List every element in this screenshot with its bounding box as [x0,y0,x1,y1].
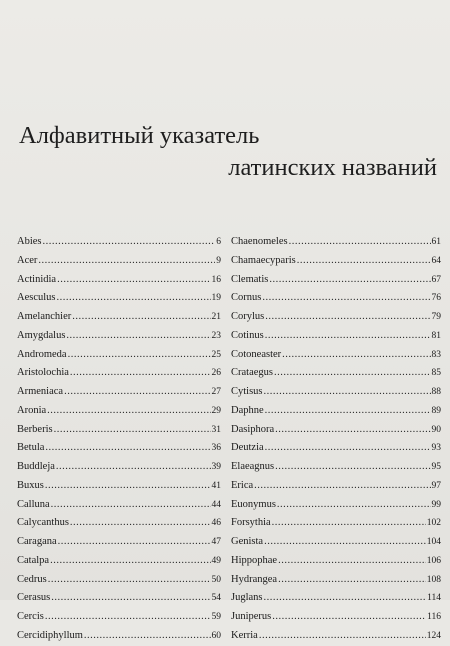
entry-latin-name: Calycanthus [17,517,69,529]
dot-leader [265,327,431,346]
index-entry [231,608,441,627]
dot-leader [277,496,431,515]
dot-leader [51,589,210,608]
index-entry [231,402,441,421]
dot-leader [45,608,211,627]
entry-page-number: 88 [431,387,441,397]
entry-page-number: 124 [426,630,441,641]
entry-page-number: 90 [431,424,441,435]
index-entry [17,496,221,515]
entry-latin-name: Cercis [17,611,44,622]
dot-leader [45,439,210,458]
entry-page-number: 31 [211,424,221,435]
entry-page-number: 39 [211,462,221,472]
index-entry [231,252,441,271]
entry-latin-name: Buxus [17,479,44,491]
entry-latin-name: Kerria [231,629,258,641]
entry-page-number: 9 [216,255,221,266]
index-entry [231,271,441,290]
entry-latin-name: Deutzia [231,442,264,454]
entry-page-number: 29 [211,405,221,416]
entry-latin-name: Armeniaca [17,386,64,397]
index-entry [17,627,221,646]
entry-page-number: 114 [427,593,441,604]
index-entry [17,233,221,252]
entry-latin-name: Chaenomeles [231,236,288,247]
entry-page-number: 102 [426,518,441,529]
dot-leader [264,533,426,552]
entry-page-number: 36 [211,443,221,454]
entry-latin-name: Hydrangea [231,573,278,585]
entry-latin-name: Juniperus [231,611,272,622]
dot-leader [272,514,426,533]
entry-latin-name: Chamaecyparis [231,254,296,266]
index-entry [231,514,441,533]
dot-leader [54,421,211,440]
index-entry [17,289,221,308]
entry-latin-name: Juglans [231,592,263,604]
dot-leader [278,552,426,571]
entry-latin-name: Amygdalus [17,329,66,341]
entry-latin-name: Amelanchier [17,311,72,322]
index-entry [231,364,441,383]
entry-latin-name: Calluna [17,498,50,510]
index-entry [231,627,441,646]
index-entry [17,439,221,458]
entry-page-number: 54 [211,593,221,604]
entry-page-number: 59 [211,612,221,622]
entry-latin-name: Berberis [17,423,53,435]
index-entry [17,346,221,365]
dot-leader [57,271,210,290]
index-column-left [17,233,221,646]
index-entry [17,252,221,271]
entry-latin-name: Catalpa [17,554,50,566]
dot-leader [259,627,426,646]
entry-latin-name: Andromeda [17,348,67,360]
index-entry [17,589,221,608]
dot-leader [56,458,211,477]
index-entry [17,308,221,327]
entry-latin-name: Cotinus [231,329,264,341]
entry-latin-name: Hippophae [231,554,278,566]
entry-latin-name: Daphne [231,404,264,416]
dot-leader [43,233,216,252]
entry-latin-name: Corylus [231,311,265,322]
entry-latin-name: Aesculus [17,292,56,304]
dot-leader [265,308,430,327]
index-entry [17,383,221,402]
index-entry [17,364,221,383]
entry-page-number: 60 [211,630,221,641]
entry-latin-name: Abies [17,236,42,247]
entry-page-number: 6 [216,237,221,247]
dot-leader [274,364,431,383]
entry-page-number: 61 [431,237,441,247]
dot-leader [265,402,431,421]
entry-latin-name: Elaeagnus [231,461,275,472]
index-entry [231,552,441,571]
index-column-right [231,233,441,646]
dot-leader [282,346,430,365]
entry-page-number: 85 [431,368,441,379]
index-entry [231,589,441,608]
index-entry [231,533,441,552]
index-entry [17,402,221,421]
dot-leader [275,458,430,477]
dot-leader [45,477,211,496]
entry-page-number: 47 [211,537,221,547]
entry-latin-name: Cytisus [231,386,263,397]
index-entry [231,458,441,477]
index-entry [17,271,221,290]
entry-page-number: 46 [211,518,221,529]
dot-leader [68,346,211,365]
entry-latin-name: Cedrus [17,573,47,585]
dot-leader [297,252,431,271]
index-entry [17,514,221,533]
entry-latin-name: Aronia [17,404,47,416]
entry-latin-name: Betula [17,442,45,454]
entry-page-number: 93 [431,443,441,454]
index-entry [231,571,441,590]
entry-page-number: 81 [431,330,441,341]
dot-leader [269,271,430,290]
entry-latin-name: Cercidiphyllum [17,629,83,641]
entry-latin-name: Dasiphora [231,423,275,435]
entry-page-number: 27 [211,387,221,397]
entry-page-number: 19 [211,293,221,304]
entry-page-number: 25 [211,349,221,360]
index-entry [17,458,221,477]
dot-leader [254,477,430,496]
entry-page-number: 99 [431,499,441,510]
entry-page-number: 83 [431,349,441,360]
index-heading [0,118,450,198]
index-entry [17,552,221,571]
dot-leader [64,383,210,402]
dot-leader [262,289,430,308]
index-entry [231,383,441,402]
entry-latin-name: Acer [17,254,38,266]
entry-page-number: 108 [426,574,441,585]
entry-page-number: 44 [211,499,221,510]
index-entry [17,608,221,627]
dot-leader [47,402,210,421]
dot-leader [265,439,431,458]
dot-leader [264,383,431,402]
entry-page-number: 97 [431,480,441,491]
entry-page-number: 64 [431,255,441,266]
entry-page-number: 76 [431,293,441,304]
entry-latin-name: Euonymus [231,498,276,510]
dot-leader [84,627,211,646]
entry-page-number: 23 [211,330,221,341]
index-entry [231,327,441,346]
entry-latin-name: Buddleja [17,461,55,472]
entry-latin-name: Crataegus [231,367,273,379]
index-entry [231,346,441,365]
dot-leader [58,533,211,552]
entry-page-number: 50 [211,574,221,585]
entry-page-number: 41 [211,480,221,491]
dot-leader [289,233,431,252]
dot-leader [72,308,210,327]
entry-page-number: 49 [211,555,221,566]
dot-leader [57,289,211,308]
entry-page-number: 79 [431,312,441,322]
index-entry [231,439,441,458]
index-entry [17,327,221,346]
entry-page-number: 89 [431,405,441,416]
index-entry [17,571,221,590]
index-entry [231,289,441,308]
dot-leader [51,496,211,515]
heading-line-1: Алфавитный указатель [19,122,260,149]
entry-page-number: 116 [427,612,441,622]
dot-leader [48,571,211,590]
entry-latin-name: Cerasus [17,592,51,604]
index-entry [231,421,441,440]
entry-page-number: 67 [431,274,441,285]
dot-leader [66,327,210,346]
index-entry [17,533,221,552]
entry-page-number: 26 [211,368,221,379]
dot-leader [264,589,427,608]
entry-latin-name: Aristolochia [17,367,69,379]
entry-latin-name: Clematis [231,273,269,285]
index-entry [231,233,441,252]
entry-latin-name: Forsythia [231,517,271,529]
dot-leader [275,421,430,440]
dot-leader [70,514,211,533]
index-entry [17,421,221,440]
dot-leader [70,364,211,383]
dot-leader [272,608,426,627]
entry-page-number: 16 [211,274,221,285]
entry-latin-name: Cornus [231,292,262,304]
dot-leader [50,552,210,571]
dot-leader [38,252,215,271]
entry-latin-name: Genista [231,536,264,547]
entry-page-number: 104 [426,537,441,547]
entry-latin-name: Erica [231,479,254,491]
dot-leader [278,571,426,590]
index-entry [231,496,441,515]
index-entry [17,477,221,496]
entry-latin-name: Cotoneaster [231,348,282,360]
entry-latin-name: Actinidia [17,273,57,285]
entry-page-number: 95 [431,462,441,472]
index-entry [231,308,441,327]
index-entry [231,477,441,496]
entry-page-number: 21 [211,312,221,322]
heading-line-2: латинских названий [228,154,437,181]
entry-page-number: 106 [426,555,441,566]
entry-latin-name: Caragana [17,536,57,547]
